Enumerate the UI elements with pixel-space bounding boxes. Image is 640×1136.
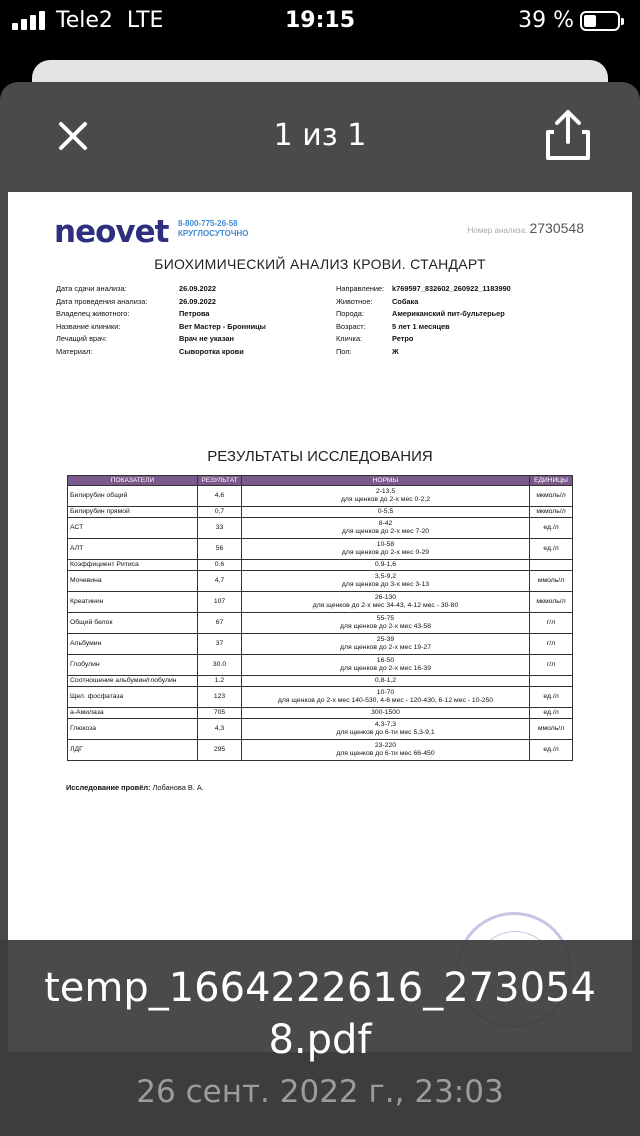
- result-cell: 4,6: [198, 486, 242, 507]
- norm-value: 300-1500: [371, 709, 400, 716]
- unit-cell: мкмоль/л: [530, 486, 573, 507]
- norm-note: для щенков до 6-ти мес 66-450: [336, 750, 435, 757]
- norm-value: 10-70: [376, 689, 395, 696]
- results-table: [67, 475, 573, 761]
- column-header-indicator: ПОКАЗАТЕЛИ: [68, 476, 198, 486]
- indicator-cell: Соотношение альбумин/глобулин: [68, 676, 198, 687]
- norm-value: 3,5-9,2: [374, 573, 397, 580]
- norm-note: для щенков до 2-х мес 19-27: [340, 644, 431, 651]
- info-row: [336, 346, 511, 359]
- info-row: [336, 283, 511, 296]
- info-value: Собака: [392, 296, 419, 306]
- norm-cell: [242, 655, 530, 676]
- norm-cell: [242, 687, 530, 708]
- unit-cell: г/л: [530, 613, 573, 634]
- norm-cell: [242, 740, 530, 761]
- norm-value: 2-13,5: [375, 488, 396, 495]
- norm-note: для щенков до 2-х мес 0-2,2: [340, 496, 431, 503]
- norm-cell: [242, 486, 530, 507]
- norm-note: для щенков до 2-х мес 16-39: [340, 665, 431, 672]
- norm-value: 23-220: [374, 742, 397, 749]
- table-row: [68, 740, 573, 761]
- unit-cell: ед./л: [530, 687, 573, 708]
- result-cell: 107: [198, 592, 242, 613]
- info-row: [56, 321, 266, 334]
- clinic-phone: 8-800-775-26-58: [178, 219, 238, 228]
- info-value: 5 лет 1 месяцев: [392, 321, 450, 331]
- indicator-cell: Щел. фосфатаза: [68, 687, 198, 708]
- unit-cell: г/л: [530, 655, 573, 676]
- indicator-cell: ЛДГ: [68, 740, 198, 761]
- unit-cell: мкмоль/л: [530, 507, 573, 518]
- table-row: [68, 539, 573, 560]
- info-row: [56, 308, 266, 321]
- info-label: Материал:: [56, 346, 93, 356]
- share-icon[interactable]: [544, 108, 592, 162]
- norm-cell: [242, 539, 530, 560]
- norm-cell: [242, 560, 530, 571]
- norm-note: для щенков до 2-х мес 140-530, 4-6 мес - 120-430, 6-12 мес - 10-250: [277, 697, 494, 704]
- file-date: 26 сент. 2022 г., 23:03: [136, 1074, 504, 1110]
- status-time: 19:15: [284, 8, 356, 33]
- patient-info-left: [56, 283, 266, 359]
- info-value: 26.09.2022: [179, 296, 216, 306]
- info-value: Петрова: [179, 309, 210, 319]
- norm-value: 0-5,5: [377, 508, 394, 515]
- table-row: [68, 571, 573, 592]
- table-row: [68, 687, 573, 708]
- table-row: [68, 719, 573, 740]
- analysis-number: [468, 220, 584, 236]
- pdf-viewer: [0, 82, 640, 1136]
- clinic-phone-block: [178, 219, 248, 239]
- indicator-cell: Коэффициент Ритиса: [68, 560, 198, 571]
- column-header-result: РЕЗУЛЬТАТ: [198, 476, 242, 486]
- unit-cell: ед./л: [530, 740, 573, 761]
- result-cell: 123: [198, 687, 242, 708]
- network-type: LTE: [126, 8, 164, 33]
- result-cell: 1.2: [198, 676, 242, 687]
- norm-cell: [242, 676, 530, 687]
- norm-cell: [242, 613, 530, 634]
- norm-value: 10-58: [376, 541, 395, 548]
- column-header-norm: НОРМЫ: [242, 476, 530, 486]
- info-row: [56, 333, 266, 346]
- indicator-cell: Билирубин общий: [68, 486, 198, 507]
- analysis-number-label: Номер анализа:: [467, 226, 528, 235]
- carrier-name: Tele2: [56, 8, 113, 33]
- table-row: [68, 592, 573, 613]
- info-value: Сыворотка крови: [179, 346, 244, 356]
- info-label: Порода:: [336, 309, 364, 319]
- file-info-overlay: [0, 940, 640, 1136]
- table-row: [68, 708, 573, 719]
- info-label: Пол:: [336, 346, 352, 356]
- norm-note: для щенков до 2-х мес 34-43, 4-12 мес - 30-80: [312, 602, 459, 609]
- unit-cell: ед./л: [530, 518, 573, 539]
- unit-cell: [530, 560, 573, 571]
- unit-cell: ммоль/л: [530, 571, 573, 592]
- norm-value: 8-42: [378, 520, 393, 527]
- norm-value: 4,3-7,3: [374, 721, 397, 728]
- norm-cell: [242, 518, 530, 539]
- neovet-logo: neovet: [54, 214, 169, 250]
- norm-value: 55-75: [376, 615, 395, 622]
- indicator-cell: Глобулин: [68, 655, 198, 676]
- column-header-unit: ЕДИНИЦЫ: [530, 476, 573, 486]
- norm-cell: [242, 571, 530, 592]
- patient-info-right: [336, 283, 511, 359]
- page-counter: 1 из 1: [273, 118, 367, 153]
- info-row: [336, 308, 511, 321]
- norm-cell: [242, 592, 530, 613]
- norm-note: для щенков до 2-х мес 43-58: [340, 623, 431, 630]
- indicator-cell: Креатинин: [68, 592, 198, 613]
- indicator-cell: Глюкоза: [68, 719, 198, 740]
- pdf-page[interactable]: [8, 192, 632, 1052]
- norm-note: для щенков до 3-х мес 3-13: [341, 581, 430, 588]
- info-value: Американский пит-бультерьер: [392, 309, 505, 319]
- norm-note: для щенков до 2-х мес 7-20: [341, 528, 430, 535]
- indicator-cell: Мочевина: [68, 571, 198, 592]
- result-cell: 705: [198, 708, 242, 719]
- info-label: Дата проведения анализа:: [56, 296, 148, 306]
- norm-cell: [242, 708, 530, 719]
- indicator-cell: а-Амилаза: [68, 708, 198, 719]
- norm-cell: [242, 634, 530, 655]
- info-value: Ретро: [392, 334, 414, 344]
- indicator-cell: Альбумин: [68, 634, 198, 655]
- info-value: Ж: [392, 346, 399, 356]
- table-row: [68, 613, 573, 634]
- info-row: [336, 296, 511, 309]
- result-cell: 4,7: [198, 571, 242, 592]
- result-cell: 0,7: [198, 507, 242, 518]
- info-label: Возраст:: [336, 321, 366, 331]
- info-row: [56, 346, 266, 359]
- indicator-cell: Билирубин прямой: [68, 507, 198, 518]
- unit-cell: г/л: [530, 634, 573, 655]
- info-row: [336, 333, 511, 346]
- unit-cell: [530, 676, 573, 687]
- info-label: Название клиники:: [56, 321, 121, 331]
- info-row: [56, 296, 266, 309]
- unit-cell: ед./л: [530, 539, 573, 560]
- battery-fill: [584, 15, 596, 27]
- indicator-cell: АЛТ: [68, 539, 198, 560]
- norm-value: 26-130: [374, 594, 397, 601]
- info-label: Направление:: [336, 284, 385, 293]
- battery-percent: 39 %: [518, 8, 574, 33]
- result-cell: 0.6: [198, 560, 242, 571]
- battery-icon: [580, 11, 620, 31]
- document-title: БИОХИМИЧЕСКИЙ АНАЛИЗ КРОВИ. СТАНДАРТ: [154, 256, 486, 272]
- unit-cell: ед./л: [530, 708, 573, 719]
- info-label: Владелец животного:: [56, 309, 130, 319]
- indicator-cell: АСТ: [68, 518, 198, 539]
- result-cell: 33: [198, 518, 242, 539]
- analysis-number-value: 2730548: [529, 220, 584, 236]
- info-label: Лечащий врач:: [56, 334, 107, 344]
- table-row: [68, 507, 573, 518]
- status-bar: [0, 0, 640, 44]
- result-cell: 37: [198, 634, 242, 655]
- table-row: [68, 560, 573, 571]
- unit-cell: ммоль/л: [530, 719, 573, 740]
- info-value: 26.09.2022: [179, 284, 216, 293]
- indicator-cell: Общий белок: [68, 613, 198, 634]
- file-name-line2: 8.pdf: [268, 1017, 372, 1063]
- table-row: [68, 655, 573, 676]
- norm-value: 0,9-1,6: [374, 561, 397, 568]
- file-name: [0, 962, 640, 1066]
- norm-value: 0,8-1,2: [374, 677, 397, 684]
- result-cell: 56: [198, 539, 242, 560]
- result-cell: 67: [198, 613, 242, 634]
- unit-cell: мкмоль/л: [530, 592, 573, 613]
- table-row: [68, 486, 573, 507]
- results-title: РЕЗУЛЬТАТЫ ИССЛЕДОВАНИЯ: [207, 448, 433, 465]
- file-name-line1: temp_1664222616_273054: [44, 965, 596, 1011]
- info-value: Вет Мастер - Бронницы: [179, 321, 266, 331]
- norm-cell: [242, 507, 530, 518]
- table-row: [68, 634, 573, 655]
- norm-note: для щенков до 2-х мес 0-29: [341, 549, 430, 556]
- signed-by: [66, 783, 204, 792]
- info-row: [336, 321, 511, 334]
- signed-by-label: Исследование провёл:: [66, 783, 151, 792]
- norm-note: для щенков до 6-ти мес 5,3-9,1: [336, 729, 435, 736]
- results-table-header: [68, 476, 573, 486]
- norm-value: 16-50: [376, 657, 395, 664]
- table-row: [68, 518, 573, 539]
- result-cell: 30.0: [198, 655, 242, 676]
- info-label: Кличка:: [336, 334, 363, 344]
- info-label: Животное:: [336, 296, 373, 306]
- norm-value: 25-39: [376, 636, 395, 643]
- info-value: k769597_832602_260922_1183990: [392, 284, 511, 293]
- info-value: Врач не указан: [179, 334, 234, 344]
- signed-by-name: Лобанова В. А.: [152, 783, 204, 792]
- table-row: [68, 676, 573, 687]
- result-cell: 295: [198, 740, 242, 761]
- info-label: Дата сдачи анализа:: [56, 284, 127, 293]
- clinic-phone-note: КРУГЛОСУТОЧНО: [178, 229, 249, 238]
- result-cell: 4,3: [198, 719, 242, 740]
- norm-cell: [242, 719, 530, 740]
- info-row: [56, 283, 266, 296]
